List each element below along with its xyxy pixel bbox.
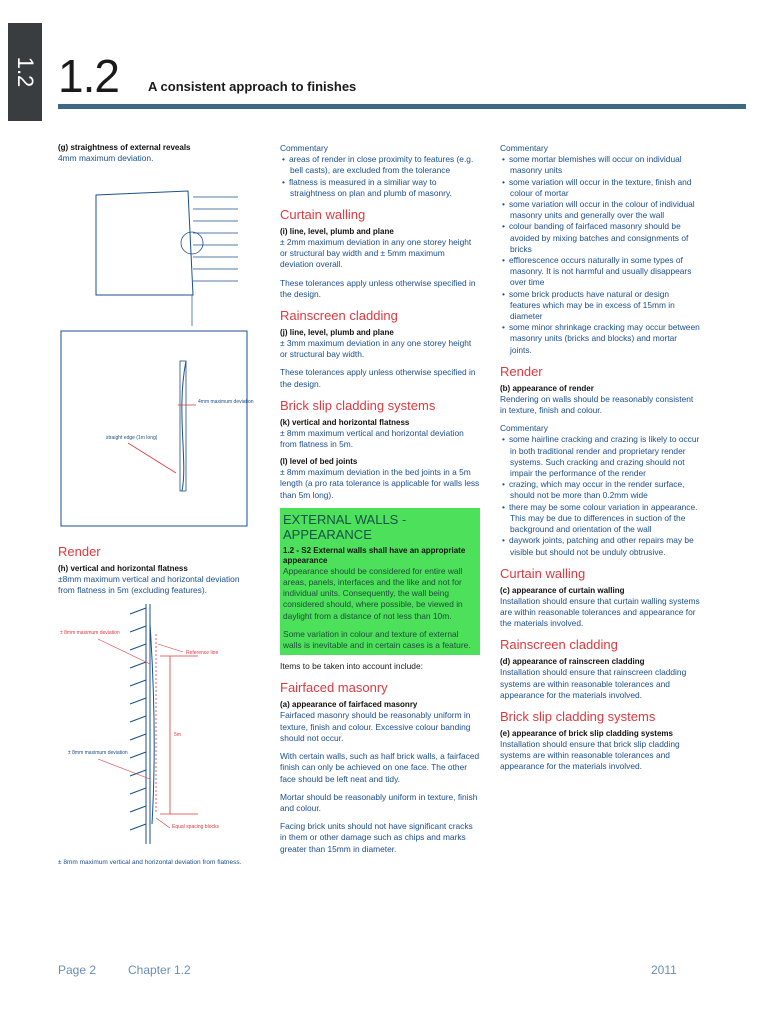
curtain-walling-heading: Curtain walling (280, 207, 366, 223)
rainscreen-heading: Rainscreen cladding (500, 637, 618, 653)
e-text: Installation should ensure that brick slip cladding systems are within reasonable tolerances and appearance for the materials involved. (500, 738, 680, 772)
j-title: (j) line, level, plumb and plane (280, 328, 394, 338)
j-text: ± 3mm maximum deviation in any one storey height or structural bay width. (280, 338, 472, 360)
straight-edge-diagram (58, 331, 254, 536)
h-title: (h) vertical and horizontal flatness (58, 564, 188, 574)
fig2-5m-label: 5m (174, 731, 181, 738)
fairfaced-heading: Fairfaced masonry (280, 680, 388, 696)
k-title: (k) vertical and horizontal flatness (280, 417, 410, 427)
fig2-reference-label: Reference line (186, 649, 219, 656)
list-item: • some brick products have natural or design features which may be in excess of 15mm in diameter (500, 289, 700, 323)
list-item: • some minor shrinkage cracking may occur between masonry units (bricks and blocks) and mortar joints. (500, 322, 700, 356)
brick-slip-heading: Brick slip cladding systems (280, 397, 436, 413)
commentary-label-2: Commentary (500, 423, 548, 434)
list-item: • some variation will occur in the texture, finish and colour of mortar (500, 177, 700, 199)
commentary-list (280, 154, 480, 199)
c-title: (c) appearance of curtain walling (500, 585, 625, 595)
render-heading: Render (58, 544, 101, 560)
column-1 (58, 143, 258, 867)
list-item: • efflorescence occurs naturally in some types of masonry. It is not harmful and usually disappears over time (500, 255, 700, 289)
fig2-blocks-label: Equal spacing blocks (172, 823, 219, 830)
render-flatness-diagram (58, 604, 258, 859)
a-paragraph-2: With certain walls, such as half brick walls, a fairfaced finish can only be achieved on one face. The other face should be left neat and tidy. (280, 751, 480, 784)
j-note: These tolerances apply unless otherwise specified in the design. (280, 367, 476, 389)
ew-text-2: Some variation in colour and texture of external walls is inevitable and in certain cases is a feature. (283, 628, 471, 651)
c-text: Installation should ensure that curtain walling systems are within reasonable tolerances and appearance for the materials involved. (500, 595, 700, 629)
fig2-dev-bottom-label: ± 8mm maximum deviation (68, 749, 128, 756)
k-text: ± 8mm maximum vertical and horizontal deviation from flatness in 5m. (280, 427, 464, 450)
brick-slip-heading: Brick slip cladding systems (500, 708, 656, 724)
list-item: • there may be some colour variation in appearance. This may be due to differences in suction of the background and orientation of the wall (500, 502, 700, 536)
footer-page: Page 2 (58, 963, 97, 977)
reveal-plan-diagram (58, 171, 248, 331)
a-paragraph-4: Facing brick units should not have significant cracks in them or other damage such as chips and marks greater than 15mm in diameter. (280, 821, 473, 854)
g-text: 4mm maximum deviation. (58, 153, 154, 163)
commentary-list-2 (500, 434, 700, 557)
list-item: • some variation will occur in the colour of individual masonry units and generally over the wall (500, 199, 700, 221)
list-item: • colour banding of fairfaced masonry should be avoided by mixing batches and consignments of bricks (500, 221, 700, 255)
column-3 (500, 143, 700, 780)
commentary-label: Commentary (280, 143, 328, 153)
side-tab-label: 1.2 (13, 56, 38, 88)
a-title: (a) appearance of fairfaced masonry (280, 700, 418, 710)
e-title: (e) appearance of brick slip cladding systems (500, 728, 673, 738)
external-walls-heading: EXTERNAL WALLS - APPEARANCE (283, 511, 407, 542)
g-title: (g) straightness of external reveals (58, 143, 191, 152)
fig1-edge-label: straight edge (1m long) (106, 435, 158, 442)
header-rule (58, 104, 746, 109)
d-text: Installation should ensure that rainscreen cladding systems are within reasonable tolerances and appearance for the materials involved. (500, 667, 687, 700)
list-item: • daywork joints, patching and other repairs may be visible but should not be unduly obtrusive. (500, 535, 700, 557)
items-line: Items to be taken into account include: (280, 661, 423, 672)
l-text: ± 8mm maximum deviation in the bed joints in a 5m length (a pro rata tolerance is applicable for walls less than 5m long). (280, 467, 480, 500)
i-text: ± 2mm maximum deviation in any one storey height or structural bay width and ± 5mm maximum deviation overall. (280, 237, 472, 270)
d-title: (d) appearance of rainscreen cladding (500, 657, 645, 667)
page-title: A consistent approach to finishes (148, 79, 357, 94)
list-item: • some mortar blemishes will occur on individual masonry units (500, 154, 700, 176)
ew-text-1: Appearance should be considered for entire wall areas, panels, interfaces and the like and not for individual units. Consequently, the wall being considered should, where possible, be viewed in daylight from a distance of not less than 10m. (283, 565, 463, 621)
list-item: • flatness is measured in a similiar way to straightness on plan and plumb of masonry. (280, 177, 480, 199)
a-text: Fairfaced masonry should be reasonably uniform in texture, finish and colour. Excessive colour banding should not occur. (280, 710, 471, 743)
commentary-list (500, 154, 700, 356)
rainscreen-heading: Rainscreen cladding (280, 308, 398, 324)
chapter-side-tab (8, 23, 42, 121)
render-heading: Render (500, 363, 543, 379)
column-2 (280, 143, 480, 862)
a-paragraph-3: Mortar should be reasonably uniform in texture, finish and colour. (280, 791, 478, 813)
footer-chapter: Chapter 1.2 (128, 963, 191, 977)
i-note: These tolerances apply unless otherwise specified in the design. (280, 277, 476, 299)
ew-sub-heading: 1.2 - S2 External walls shall have an appropriate appearance (283, 545, 466, 565)
b-title: (b) appearance of render (500, 383, 594, 393)
fig2-dev-top-label: ± 8mm maximum deviation (60, 629, 120, 636)
figure-caption: ± 8mm maximum vertical and horizontal deviation from flatness. (58, 858, 242, 866)
external-walls-highlight (280, 508, 480, 655)
section-number: 1.2 (58, 50, 119, 102)
l-title: (l) level of bed joints (280, 457, 358, 467)
list-item: • some hairline cracking and crazing is likely to occur in both traditional render and proprietary render systems. Such cracking and crazing should not impair the performance of the render (500, 434, 700, 479)
h-text: ±8mm maximum vertical and horizontal deviation from flatness in 5m (excluding features). (58, 574, 240, 596)
b-text: Rendering on walls should be reasonably consistent in texture, finish and colour. (500, 393, 694, 416)
list-item: • areas of render in close proximity to features (e.g. bell casts), are excluded from the tolerance (280, 154, 480, 176)
curtain-walling-heading: Curtain walling (500, 565, 586, 581)
list-item: • crazing, which may occur in the render surface, should not be more than 0.2mm wide (500, 479, 700, 501)
commentary-label: Commentary (500, 143, 548, 153)
i-title: (i) line, level, plumb and plane (280, 227, 394, 237)
footer-year: 2011 (651, 963, 677, 977)
fig1-deviation-label: 4mm maximum deviation (198, 399, 254, 406)
